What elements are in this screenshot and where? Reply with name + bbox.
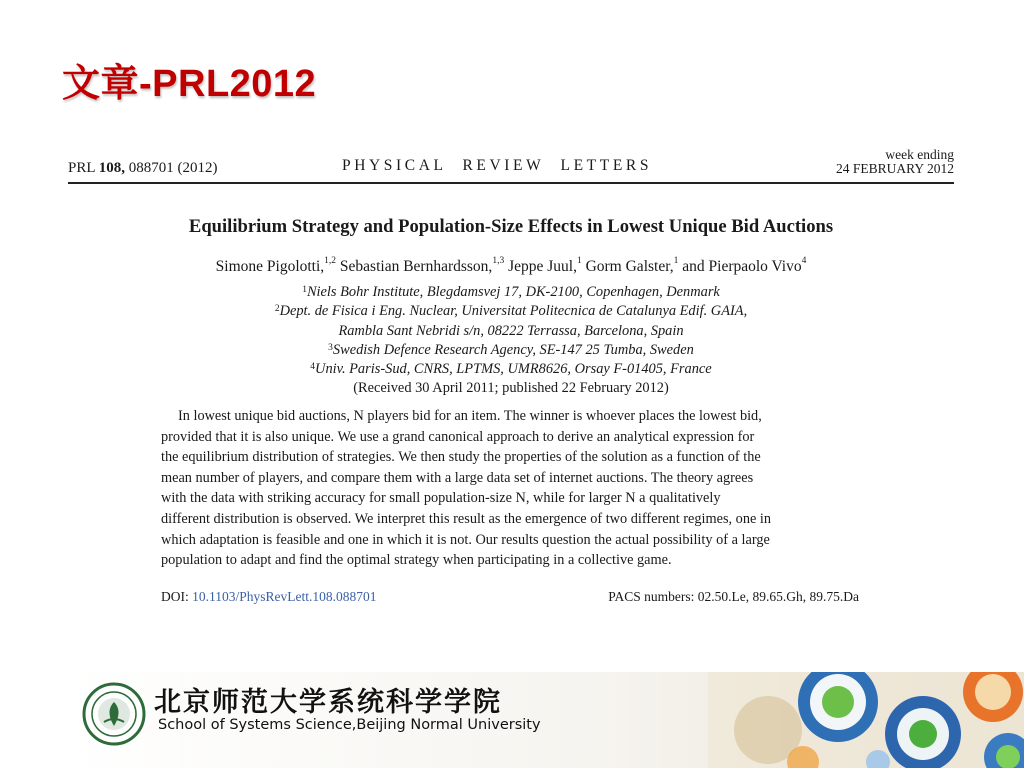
- abstract: [161, 406, 859, 571]
- received-date: (Received 30 April 2011; published 22 February 2012): [353, 380, 669, 397]
- abstract-line: different distribution is observed. We interpret this result as the emergence of two different regimes, one in: [161, 510, 772, 527]
- abstract-line: the equilibrium distribution of strategies. We then study the properties of the solution as a function of the: [161, 449, 761, 466]
- abstract-line: which adaptation is feasible and one in which it is not. Our results question the actual possibility of a large: [161, 531, 770, 548]
- issue-date-value: 24 FEBRUARY 2012: [835, 161, 954, 176]
- university-name-chinese: 北京师范大学系统科学学院: [154, 687, 502, 718]
- slide-title: 文章-PRL2012: [62, 63, 317, 105]
- pacs-numbers: PACS numbers: 02.50.Le, 89.65.Gh, 89.75.Da: [608, 589, 859, 604]
- author: Jeppe Juul,$^1$: [508, 256, 582, 275]
- affiliation: $^4$Univ. Paris-Sud, CNRS, LPTMS, UMR8626, Orsay F-01405, France: [310, 361, 712, 378]
- abstract-line: population to adapt and find the optimal strategy when participating in a collective game.: [161, 552, 672, 569]
- header-rule: [68, 182, 954, 184]
- affiliation: Rambla Sant Nebridi s/n, 08222 Terrassa, Barcelona, Spain: [338, 322, 684, 339]
- author-list: [68, 258, 954, 276]
- week-ending-label: week ending: [885, 147, 954, 162]
- paper-meta: [161, 589, 859, 605]
- article-number: 088701 (2012): [128, 160, 218, 176]
- abstract-line: with the data with striking accuracy for small population-size N, while for larger N a qualitatively: [161, 490, 721, 507]
- affiliation: $^2$Dept. de Fisica i Eng. Nuclear, Universitat Politecnica de Catalunya Edif. GAIA,: [274, 303, 748, 320]
- abstract-line: In lowest unique bid auctions, N players bid for an item. The winner is whoever places the lowest bid,: [178, 408, 762, 424]
- affiliations: [68, 283, 954, 399]
- issue-date: [836, 148, 954, 176]
- fractal-decoration: [708, 672, 1024, 768]
- abstract-line: provided that it is also unique. We use a grand canonical approach to derive an analytical expression for: [161, 428, 755, 445]
- journal-name: PHYSICAL REVIEW LETTERS: [342, 157, 653, 174]
- author: Simone Pigolotti,$^{1,2}$: [215, 256, 337, 275]
- footer-banner: [68, 672, 1024, 768]
- affiliation: $^3$Swedish Defence Research Agency, SE-147 25 Tumba, Sweden: [328, 341, 694, 358]
- doi-link[interactable]: 10.1103/PhysRevLett.108.088701: [192, 589, 377, 604]
- citation: [68, 160, 217, 177]
- university-seal-icon: [82, 682, 146, 746]
- paper-title: Equilibrium Strategy and Population-Size Effects in Lowest Unique Bid Auctions: [188, 216, 834, 237]
- author: Sebastian Bernhardsson,$^{1,3}$: [339, 256, 505, 275]
- university-name-english: School of Systems Science,Beijing Normal University: [158, 717, 541, 733]
- author: Gorm Galster,$^1$: [585, 256, 679, 275]
- affiliation: $^1$Niels Bohr Institute, Blegdamsvej 17, DK-2100, Copenhagen, Denmark: [302, 284, 720, 300]
- journal-prefix: PRL: [68, 160, 95, 176]
- author: and Pierpaolo Vivo$^4$: [682, 256, 807, 275]
- paper-header: [68, 148, 954, 182]
- volume: 108,: [98, 160, 125, 176]
- doi-label: DOI:: [161, 589, 189, 604]
- abstract-line: mean number of players, and compare them with a large data set of internet auctions. The theory agrees: [161, 469, 754, 486]
